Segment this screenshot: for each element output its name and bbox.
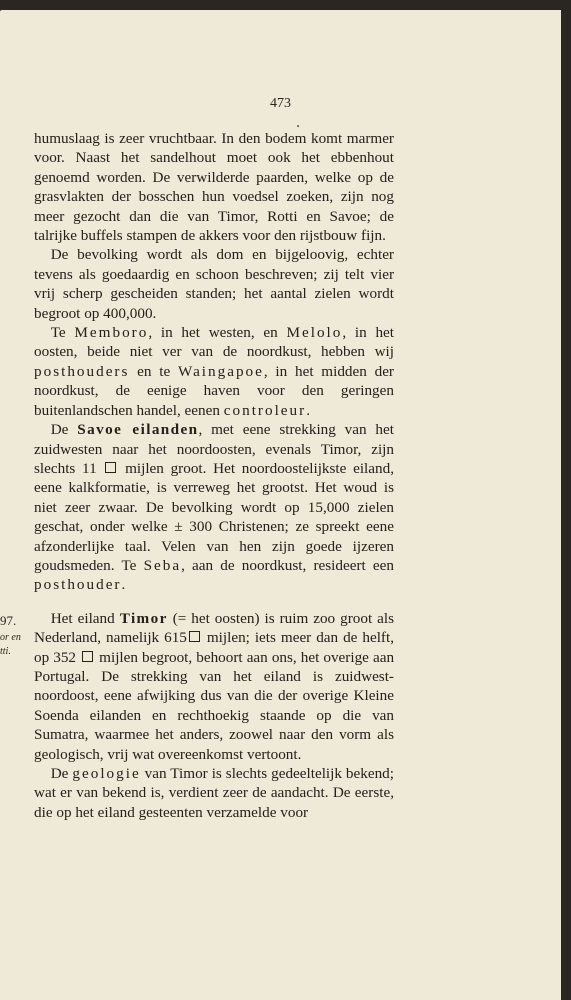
term-posthouders: posthouders bbox=[34, 362, 130, 380]
paragraph-2: De bevolking wordt als dom en bijgeloovig, echter tevens als goedaardig en schoon beschreven; zij telt vier vrij scherp gescheiden standen; het aantal zielen wordt begroot op 400,000. bbox=[34, 246, 394, 322]
paragraph-6: De geologie van Timor is slechts gedeeltelijk bekend; wat er van bekend is, verdient zeer de aandacht. De eerste, die op het eiland gesteenten verzamelde voor bbox=[34, 765, 394, 821]
term-posthouder: posthouder bbox=[34, 576, 122, 594]
paragraph-3: Te Memboro, in het westen, en Melolo, in het oosten, beide niet ver van de noordkust, hebben wij posthouders en te Waingapoe, in het midden der noordkust, de eenige haven voor den geringen buitenlandschen handel, eenen controleur. bbox=[34, 324, 394, 419]
heading-timor: Timor bbox=[119, 609, 168, 627]
square-mile-symbol bbox=[82, 651, 93, 662]
paragraph-4: De Savoe eilanden, met eene strekking van het zuidwesten naar het noordoosten, evenals Timor, zijn slechts 11 mijlen groot. Het noordoostelijkste eiland, eene kalkformatie, is verreweg het grootst. Het woud is niet zeer zwaar. De bevolking wordt op 15,000 zielen geschat, onder welke ± 300 Christenen; ze spreekt eene afzonderlijke taal. Velen van hen zijn goede ijzeren goudsmeden. Te Seba, aan de noordkust, resideert een posthouder. bbox=[34, 421, 394, 594]
place-melolo: Melolo bbox=[286, 324, 343, 342]
ink-speck: • bbox=[296, 123, 301, 131]
book-page bbox=[0, 10, 561, 1000]
place-waingapoe: Waingapoe bbox=[177, 362, 264, 380]
place-seba: Seba bbox=[143, 556, 182, 574]
margin-note-line2: tti. bbox=[0, 646, 11, 657]
place-memboro: Memboro bbox=[74, 324, 149, 342]
body-text bbox=[34, 129, 394, 822]
page-number: 473 bbox=[270, 96, 291, 111]
section-gap bbox=[34, 595, 394, 609]
term-controleur: controleur bbox=[223, 401, 307, 419]
paragraph-5: Het eiland Timor (= het oosten) is ruim zoo groot als Nederland, namelijk 615 mijlen; iets meer dan de helft, op 352 mijlen begroot, behoort aan ons, het overige aan Portugal. De strekking van het eiland is zuidwest-noordoost, eene afwijking dus van die der overige Kleine Soenda eilanden en rechthoekig staande op die van Sumatra, waarmee het anders, zoowel naar den vorm als geologisch, vrij wat overeenkomst vertoont. bbox=[34, 609, 395, 763]
term-geologie: geologie bbox=[72, 765, 141, 782]
paragraph-1: humuslaag is zeer vruchtbaar. In den bodem komt marmer voor. Naast het sandelhout moet ook het ebbenhout genoemd worden. De verwilderde paarden, welke op de grasvlakten der bosschen hun voedsel zoeken, zijn nog meer gezocht dan die van Timor, Rotti en Savoe; de talrijke buffels stampen de akkers voor den rijstbouw fijn. bbox=[34, 130, 394, 245]
square-mile-symbol bbox=[189, 631, 200, 642]
margin-note-number: 97. bbox=[0, 613, 17, 628]
margin-note-line1: or en bbox=[0, 632, 21, 643]
square-mile-symbol bbox=[105, 462, 116, 473]
heading-savoe-eilanden: Savoe eilanden bbox=[77, 421, 199, 439]
